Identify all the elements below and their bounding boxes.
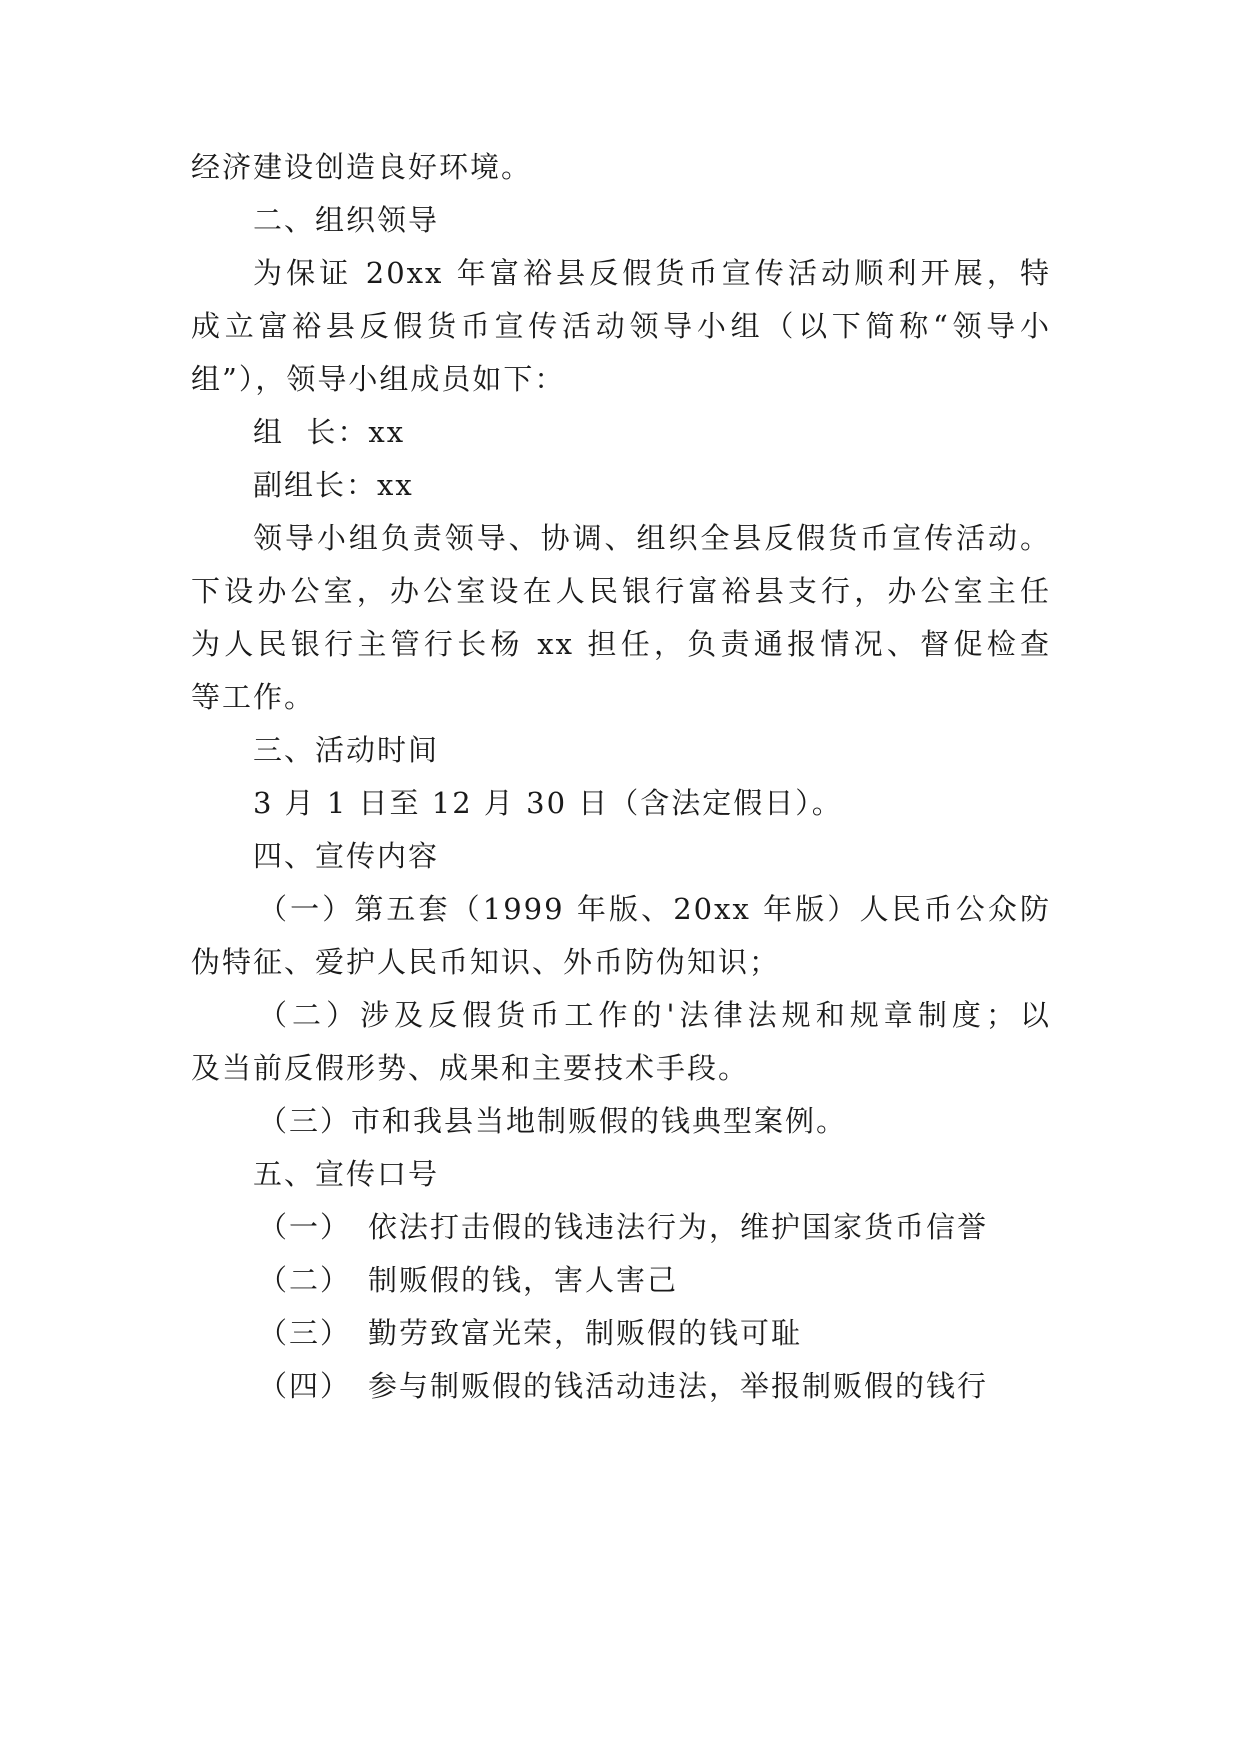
- paragraph-line: 组”），领导小组成员如下：: [191, 362, 566, 396]
- slogan-item: [258, 1357, 1051, 1415]
- slogan-number: （一）: [258, 1210, 352, 1244]
- slogan-number: （二）: [258, 1263, 352, 1297]
- leader-line: 组 长：xx: [253, 415, 406, 449]
- paragraph-line: 伪特征、爱护人民币知识、外币防伪知识；: [191, 945, 781, 979]
- paragraph-line: 成立富裕县反假货币宣传活动领导小组（以下简称“领导小: [191, 309, 1051, 343]
- slogan-item: [258, 1304, 1051, 1362]
- paragraph-line: 领导小组负责领导、协调、组织全县反假货币宣传活动。: [253, 521, 1051, 555]
- slogan-item: [258, 1251, 1051, 1309]
- paragraph-line: 等工作。: [191, 680, 316, 714]
- slogan-text: 勤劳致富光荣，制贩假的钱可耻: [368, 1316, 803, 1350]
- paragraph-line: 下设办公室，办公室设在人民银行富裕县支行，办公室主任: [191, 574, 1051, 608]
- slogan-item: [258, 1198, 1051, 1256]
- slogan-number: （四）: [258, 1369, 352, 1403]
- paragraph-line: （三）市和我县当地制贩假的钱典型案例。: [258, 1104, 848, 1138]
- paragraph-line: 3 月 1 日至 12 月 30 日（含法定假日）。: [253, 786, 843, 820]
- section-heading-content: 四、宣传内容: [253, 839, 440, 873]
- paragraph-line: 为保证 20xx 年富裕县反假货币宣传活动顺利开展，特: [253, 256, 1051, 290]
- paragraph-line: （一）第五套（1999 年版、20xx 年版）人民币公众防: [258, 892, 1051, 926]
- paragraph-line: 及当前反假形势、成果和主要技术手段。: [191, 1051, 750, 1085]
- paragraph-line: 经济建设创造良好环境。: [191, 150, 533, 184]
- deputy-leader-line: 副组长：xx: [253, 468, 414, 502]
- paragraph-line: 为人民银行主管行长杨 xx 担任，负责通报情况、督促检查: [191, 627, 1051, 661]
- paragraph-line: （二）涉及反假货币工作的'法律法规和规章制度；以: [258, 998, 1051, 1032]
- section-heading-activity-time: 三、活动时间: [253, 733, 440, 767]
- slogan-text: 参与制贩假的钱活动违法，举报制贩假的钱行: [368, 1369, 989, 1403]
- section-heading-slogans: 五、宣传口号: [253, 1157, 440, 1191]
- slogan-number: （三）: [258, 1316, 352, 1350]
- section-heading-organization: 二、组织领导: [253, 203, 440, 237]
- slogan-text: 制贩假的钱，害人害己: [368, 1263, 679, 1297]
- slogan-text: 依法打击假的钱违法行为，维护国家货币信誉: [368, 1210, 989, 1244]
